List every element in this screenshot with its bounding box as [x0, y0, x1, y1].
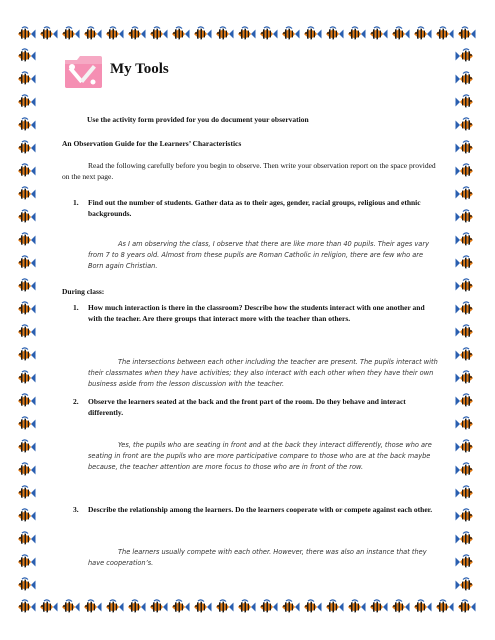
tropical-fish-icon [170, 26, 190, 42]
tropical-fish-icon [82, 599, 102, 615]
tropical-fish-icon [104, 26, 124, 42]
tropical-fish-icon [455, 140, 475, 156]
tropical-fish-icon [455, 186, 475, 202]
question-item [73, 504, 439, 515]
tropical-fish-icon [16, 186, 36, 202]
tropical-fish-icon [236, 26, 256, 42]
tropical-fish-icon [455, 554, 475, 570]
tropical-fish-icon [434, 26, 454, 42]
tropical-fish-icon [412, 26, 432, 42]
tropical-fish-icon [455, 393, 475, 409]
tropical-fish-icon [455, 508, 475, 524]
tropical-fish-icon [324, 599, 344, 615]
tropical-fish-icon [16, 370, 36, 386]
tropical-fish-icon [16, 439, 36, 455]
tropical-fish-icon [16, 301, 36, 317]
tropical-fish-icon [455, 209, 475, 225]
tropical-fish-icon [346, 26, 366, 42]
tropical-fish-icon [456, 26, 476, 42]
tropical-fish-icon [148, 599, 168, 615]
tropical-fish-icon [16, 209, 36, 225]
question-text: Find out the number of students. Gather data as to their ages, gender, racial groups, religious and ethnic backgrounds. [88, 198, 421, 218]
answer-text: The learners usually compete with each other. However, there was also an instance that they have cooperation’s. [88, 547, 427, 567]
tropical-fish-icon [16, 163, 36, 179]
tropical-fish-icon [16, 94, 36, 110]
tropical-fish-icon [455, 324, 475, 340]
tropical-fish-icon [455, 301, 475, 317]
tropical-fish-icon [16, 140, 36, 156]
question-item [73, 302, 439, 324]
question-number: 3. [73, 505, 79, 514]
tropical-fish-icon [302, 599, 322, 615]
tropical-fish-icon [324, 26, 344, 42]
tropical-fish-icon [16, 508, 36, 524]
tropical-fish-icon [455, 485, 475, 501]
tropical-fish-icon [16, 599, 36, 615]
tropical-fish-icon [214, 26, 234, 42]
tropical-fish-icon [455, 347, 475, 363]
section-heading: An Observation Guide for the Learners’ Characteristics [62, 139, 242, 148]
tropical-fish-icon [455, 71, 475, 87]
tropical-fish-icon [170, 599, 190, 615]
question-number: 2. [73, 397, 79, 406]
question-number: 1. [73, 303, 79, 312]
tropical-fish-icon [16, 232, 36, 248]
during-class-heading: During class: [62, 287, 105, 296]
tropical-fish-icon [456, 599, 476, 615]
tropical-fish-icon [455, 48, 475, 64]
read-instruction: Read the following carefully before you begin to observe. Then write your observation report on the space provided on the next page. [62, 161, 436, 181]
question-text: Observe the learners seated at the back and the front part of the room. Do they behave and interact differently. [88, 397, 406, 417]
tropical-fish-icon [16, 255, 36, 271]
question-text: How much interaction is there in the classroom? Describe how the students interact with one another and with the teacher. Are there groups that interact more with the teacher than others. [88, 303, 425, 323]
tropical-fish-icon [455, 278, 475, 294]
tropical-fish-icon [126, 599, 146, 615]
tropical-fish-icon [38, 26, 58, 42]
tropical-fish-icon [236, 599, 256, 615]
tropical-fish-icon [16, 71, 36, 87]
tropical-fish-icon [346, 599, 366, 615]
question-item [73, 396, 439, 418]
answer-text: As I am observing the class, I observe that there are like more than 40 pupils. Their ages vary from 7 to 8 years old. Almost from these pupils are Roman Catholic in religion, there are few who are Born again Christian. [88, 239, 429, 270]
tropical-fish-icon [60, 26, 80, 42]
tropical-fish-icon [302, 26, 322, 42]
tropical-fish-icon [16, 485, 36, 501]
tropical-fish-icon [192, 26, 212, 42]
tropical-fish-icon [16, 577, 36, 593]
question-text: Describe the relationship among the learners. Do the learners cooperate with or compete against each other. [88, 505, 433, 514]
tropical-fish-icon [455, 94, 475, 110]
tropical-fish-icon [60, 599, 80, 615]
tropical-fish-icon [214, 599, 234, 615]
tropical-fish-icon [368, 599, 388, 615]
tropical-fish-icon [104, 599, 124, 615]
answer-text: Yes, the pupils who are seating in front and at the back they interact differently, those who are seating in front are the pupils who are more participative compare to those who are at the back maybe because, the teacher attention are more focus to those who are in front of the row. [88, 440, 432, 471]
tropical-fish-icon [148, 26, 168, 42]
tropical-fish-icon [258, 599, 278, 615]
tropical-fish-icon [455, 439, 475, 455]
tropical-fish-icon [192, 599, 212, 615]
tropical-fish-icon [16, 278, 36, 294]
tropical-fish-icon [455, 163, 475, 179]
tropical-fish-icon [455, 531, 475, 547]
tropical-fish-icon [390, 599, 410, 615]
tropical-fish-icon [455, 462, 475, 478]
question-item [73, 197, 439, 219]
tropical-fish-icon [16, 531, 36, 547]
tropical-fish-icon [280, 26, 300, 42]
tropical-fish-icon [258, 26, 278, 42]
answer-text: The intersections between each other including the teacher are present. The pupils interact with their classmates when they have activities; they also interact with each other when they have their own business aside from the lesson discussion with the teacher. [88, 357, 438, 388]
tropical-fish-icon [82, 26, 102, 42]
tropical-fish-icon [455, 117, 475, 133]
tropical-fish-icon [16, 324, 36, 340]
tropical-fish-icon [412, 599, 432, 615]
tropical-fish-icon [455, 577, 475, 593]
tropical-fish-icon [390, 26, 410, 42]
instruction-text: Use the activity form provided for you do document your observation [87, 115, 309, 124]
tropical-fish-icon [16, 48, 36, 64]
tropical-fish-icon [434, 599, 454, 615]
tropical-fish-icon [16, 554, 36, 570]
tropical-fish-icon [455, 232, 475, 248]
tropical-fish-icon [16, 347, 36, 363]
question-number: 1. [73, 198, 79, 207]
tropical-fish-icon [16, 416, 36, 432]
tropical-fish-icon [16, 117, 36, 133]
tropical-fish-icon [16, 26, 36, 42]
tropical-fish-icon [368, 26, 388, 42]
tropical-fish-icon [16, 393, 36, 409]
tropical-fish-icon [455, 416, 475, 432]
page-title: My Tools [110, 61, 169, 77]
tropical-fish-icon [455, 370, 475, 386]
tropical-fish-icon [280, 599, 300, 615]
tropical-fish-icon [455, 255, 475, 271]
tropical-fish-icon [38, 599, 58, 615]
tropical-fish-icon [16, 462, 36, 478]
tropical-fish-icon [126, 26, 146, 42]
